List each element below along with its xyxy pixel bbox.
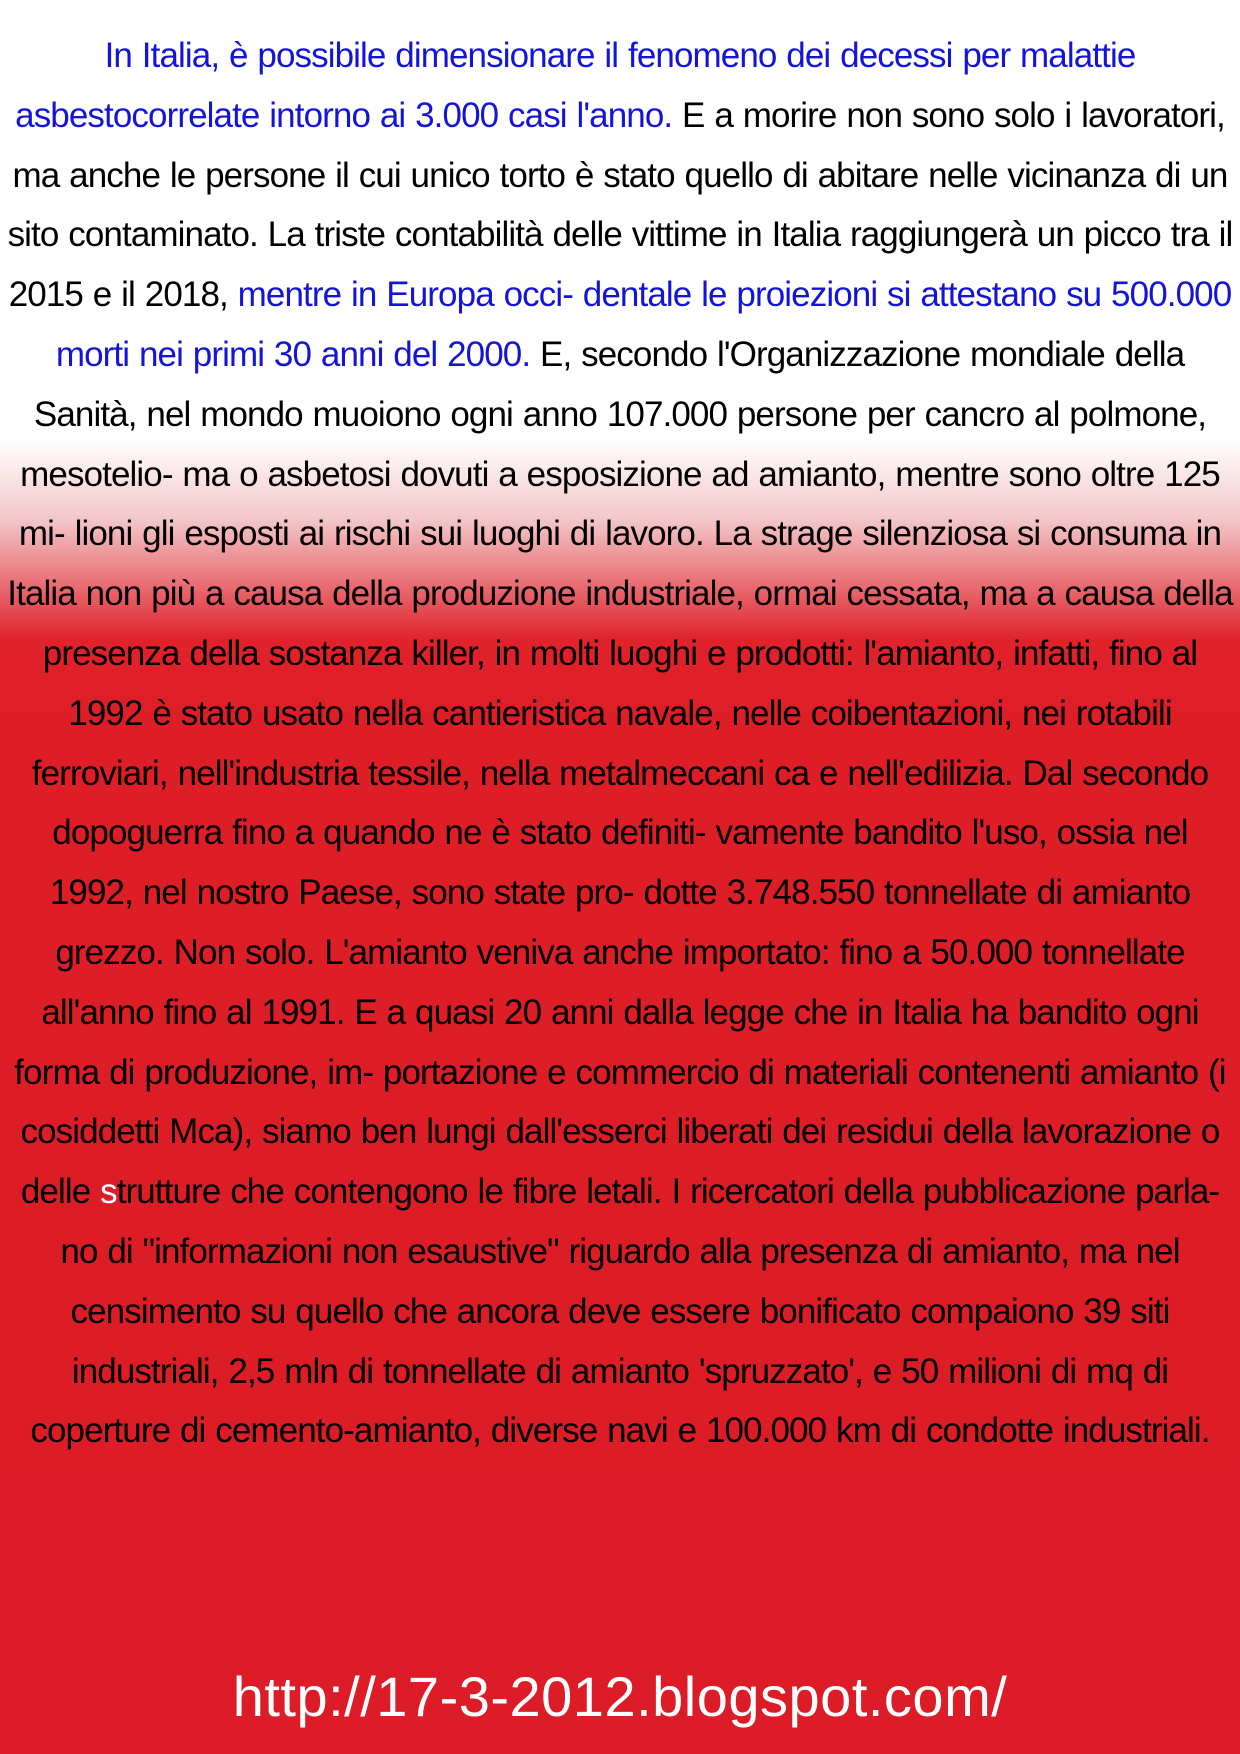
article-europe-highlight: mentre in Europa occi- dentale le proiezioni si attestano su 500.000 morti nei primi 30 anni del 2000. <box>55 275 1232 374</box>
article-text-part-2: E, secondo l'Organizzazione mondiale della Sanità, nel mondo muoiono ogni anno 107.000 persone per cancro al polmone, mesotelio- ma o asbetosi dovuti a esposizione ad amianto, mentre sono oltre 125 mi- lioni gli esposti ai rischi sui luoghi di lavoro. La strage silenziosa si consuma in Italia non più a causa della produzione industriale, ormai cessata, ma a causa della presenza della sostanza killer, in molti luoghi e prodotti: l'amianto, infatti, fino al 1992 è stato usato nella cantieristica navale, nelle coibentazioni, nei rotabili ferroviari, nell'industria tessile, nella metalmeccani ca e nell'edilizia. Dal secondo dopoguerra fino a quando ne è stato definiti- vamente bandito l'uso, ossia nel 1992, nel nostro Paese, sono state pro- dotte 3.748.550 tonnellate di amianto grezzo. Non solo. L'amianto veniva anche importato: fino a 50.000 tonnellate all'anno fino al 1991. E a quasi 20 anni dalla legge che in Italia ha bandito ogni forma di produzione, im- portazione e commercio di materiali contenenti amianto (i cosiddetti Mca), siamo ben lungi dall'esserci liberati dei residui della lavorazione o delle <box>7 334 1233 1212</box>
footer-blog-url: http://17-3-2012.blogspot.com/ <box>232 1665 1008 1728</box>
article-body <box>6 26 1234 1461</box>
article-text-part-3: trutture che contengono le fibre letali. I ricercatori della pubblicazione parla- no di "informazioni non esaustive" riguardo alla presenza di amianto, ma nel censimento su quello che ancora deve essere bonificato compaiono 39 siti industriali, 2,5 mln di tonnellate di amianto 'spruzzato', e 50 milioni di mq di coperture di cemento-amianto, diverse navi e 100.000 km di condotte industriali. <box>30 1172 1220 1451</box>
article-stray-letter: s <box>100 1172 117 1212</box>
article-text-part-1: E a morire non sono solo i lavoratori, ma anche le persone il cui unico torto è stato quello di abitare nelle vicinanza di un sito contaminato. La triste contabilità delle vittime in Italia raggiungerà un picco tra il 2015 e il 2018, <box>7 95 1233 315</box>
article-intro-highlight: In Italia, è possibile dimensionare il fenomeno dei decessi per malattie asbestocorrelate intorno ai 3.000 casi l'anno. <box>15 36 1136 135</box>
